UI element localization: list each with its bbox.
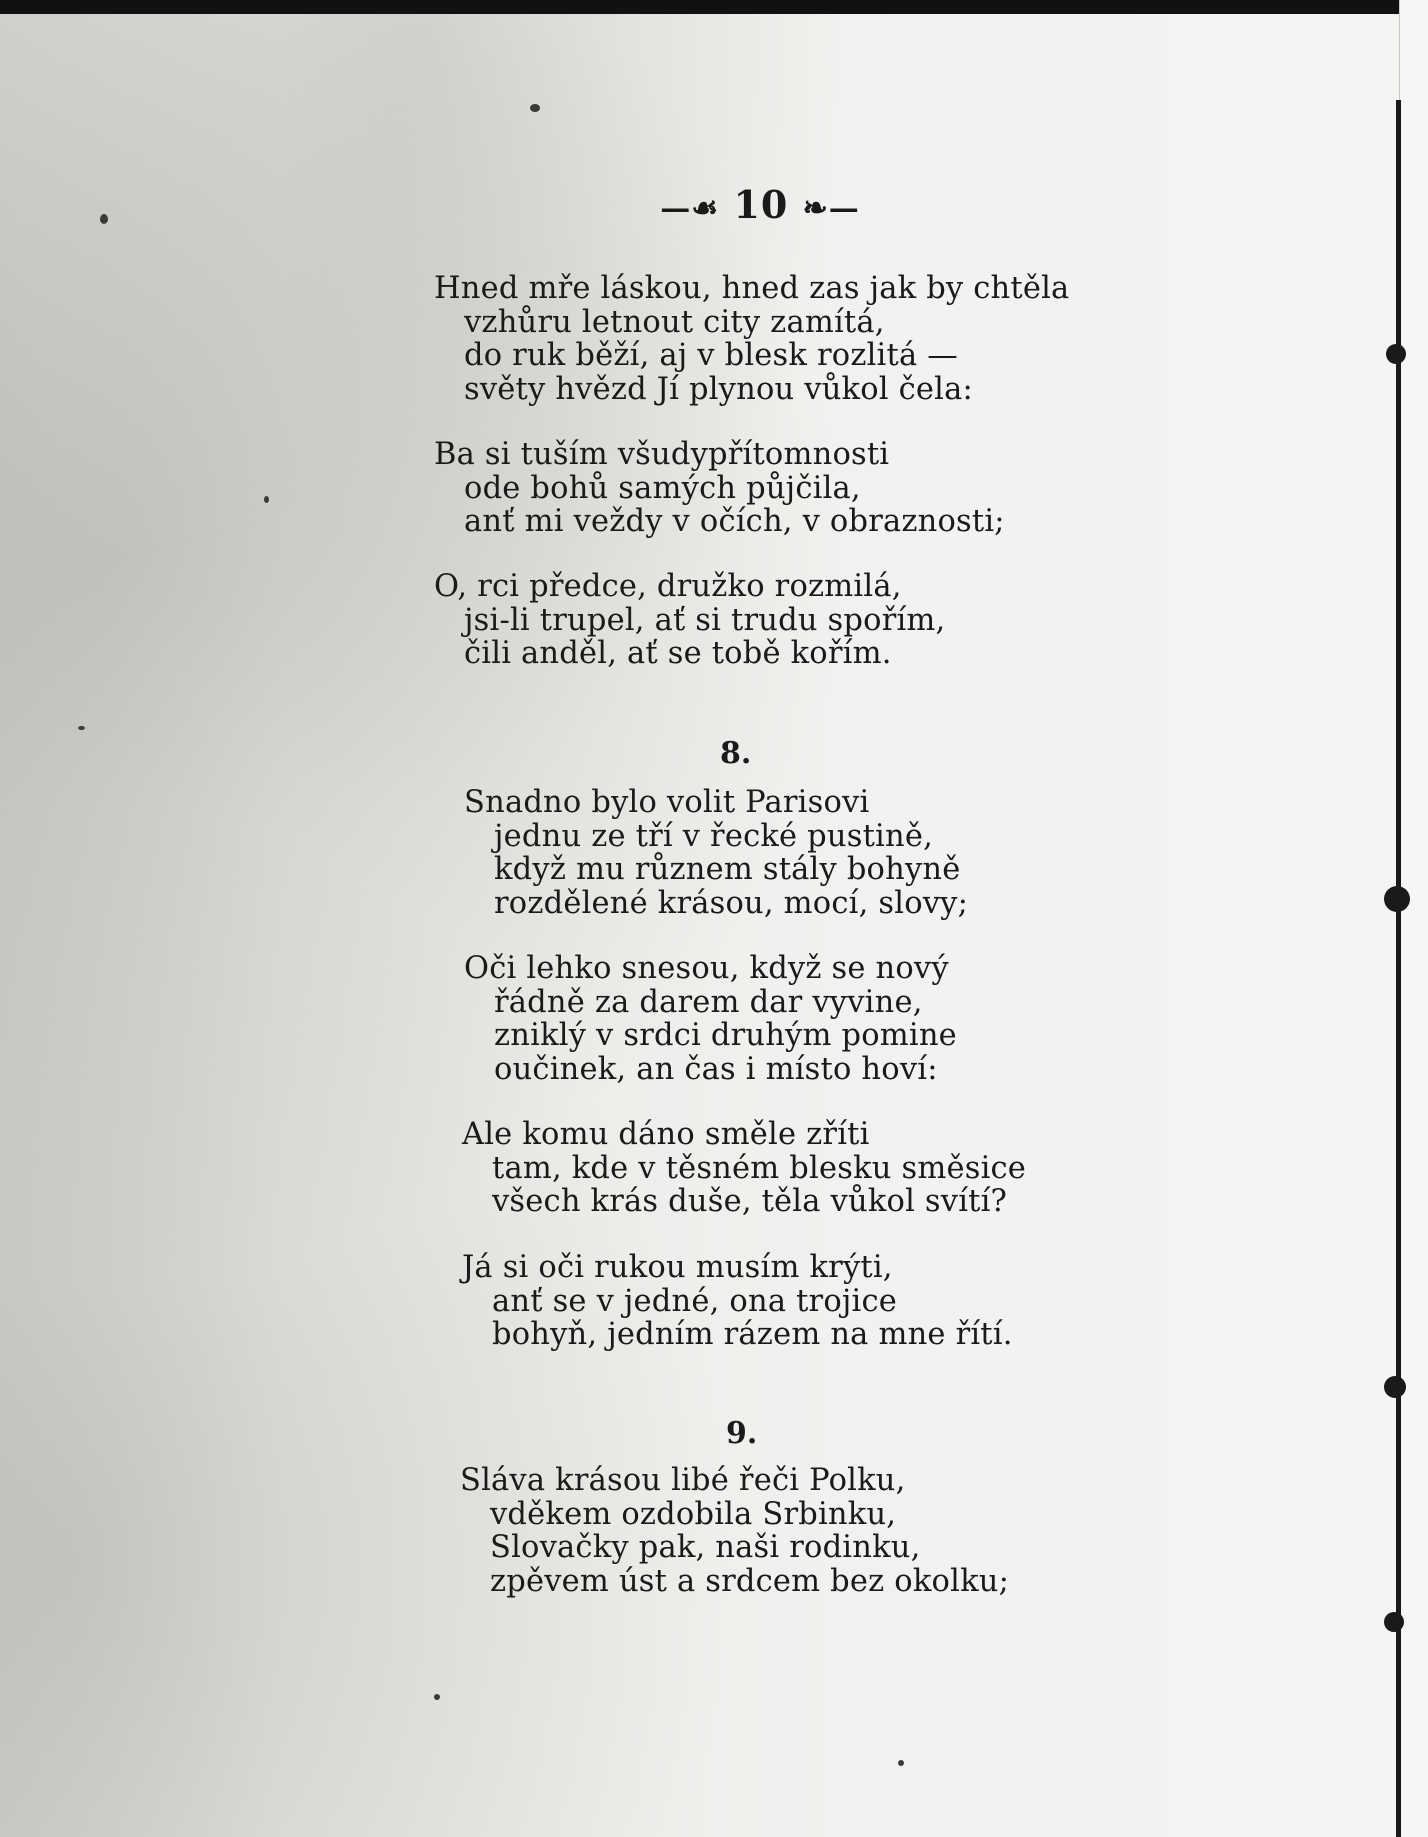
- verse-line: Ba si tuším všudypřítomnosti: [434, 437, 890, 472]
- poem-number-8: 8.: [720, 736, 752, 771]
- verse-line: tam, kde v těsném blesku směsice: [492, 1150, 1027, 1186]
- verse-line: jednu ze tří v řecké pustině,: [494, 818, 933, 854]
- verse-line: rozdělené krásou, mocí, slovy;: [494, 885, 969, 921]
- poem8-stanza-1: [464, 786, 968, 920]
- poem-number-9: 9.: [726, 1416, 758, 1451]
- verse-line: všech krás duše, těla vůkol svítí?: [492, 1184, 1008, 1219]
- scan-speck: [898, 1760, 904, 1766]
- page-header: [630, 182, 890, 227]
- verse-line: Sláva krásou libé řeči Polku,: [460, 1463, 906, 1498]
- binding-knot-icon: [1384, 1612, 1404, 1632]
- scan-speck: [530, 104, 540, 112]
- verse-line: O, rci předce, družko rozmilá,: [434, 569, 902, 604]
- verse-line: jsi-li trupel, ať si trudu spořím,: [464, 602, 946, 638]
- poem7-stanza-1: [434, 272, 1069, 406]
- poem7-stanza-2: [434, 438, 1005, 539]
- verse-line: ode bohů samých půjčila,: [464, 470, 861, 506]
- verse-line: bohyň, jedním rázem na mne řítí.: [492, 1317, 1013, 1352]
- right-ornament-icon: ❧—: [802, 191, 860, 226]
- poem9-stanza-1: [460, 1464, 1009, 1598]
- poem8-stanza-2: [464, 952, 957, 1086]
- left-ornament-icon: —☙: [660, 191, 720, 226]
- verse-line: Oči lehko snesou, když se nový: [464, 951, 949, 986]
- page-number: 10: [733, 182, 789, 227]
- verse-line: světy hvězd Jí plynou vůkol čela:: [464, 371, 973, 407]
- binding-knot-icon: [1386, 344, 1406, 364]
- verse-line: zniklý v srdci druhým pomine: [494, 1018, 957, 1053]
- verse-line: zpěvem úst a srdcem bez okolku;: [490, 1563, 1010, 1599]
- scan-speck: [264, 496, 269, 503]
- verse-line: anť se v jedné, ona trojice: [492, 1283, 898, 1319]
- book-page: [0, 14, 1400, 1837]
- verse-line: Slovačky pak, naši rodinku,: [490, 1530, 921, 1565]
- verse-line: vzhůru letnout city zamítá,: [464, 304, 885, 340]
- binding-knot-icon: [1384, 1376, 1406, 1398]
- scan-speck: [78, 726, 85, 730]
- poem8-stanza-4: [462, 1251, 1013, 1352]
- poem8-stanza-3: [462, 1118, 1026, 1219]
- verse-line: Hned mře láskou, hned zas jak by chtěla: [434, 271, 1070, 306]
- scan-speck: [100, 214, 108, 224]
- poem7-stanza-3: [434, 570, 945, 671]
- verse-line: řádně za darem dar vyvine,: [494, 984, 923, 1020]
- scan-speck: [434, 1694, 440, 1700]
- verse-line: vděkem ozdobila Srbinku,: [490, 1496, 897, 1532]
- verse-line: Já si oči rukou musím krýti,: [462, 1250, 893, 1285]
- verse-line: čili anděl, ať se tobě kořím.: [464, 636, 892, 671]
- verse-line: do ruk běží, aj v blesk rozlitá —: [464, 338, 958, 373]
- verse-line: oučinek, an čas i místo hoví:: [494, 1051, 938, 1087]
- binding-knot-icon: [1384, 886, 1410, 912]
- verse-line: když mu různem stály bohyně: [494, 852, 961, 887]
- verse-line: Ale komu dáno směle zříti: [462, 1117, 870, 1152]
- page-edge: [1399, 0, 1428, 1837]
- verse-line: anť mi veždy v očích, v obraznosti;: [464, 504, 1005, 539]
- verse-line: Snadno bylo volit Parisovi: [464, 785, 870, 820]
